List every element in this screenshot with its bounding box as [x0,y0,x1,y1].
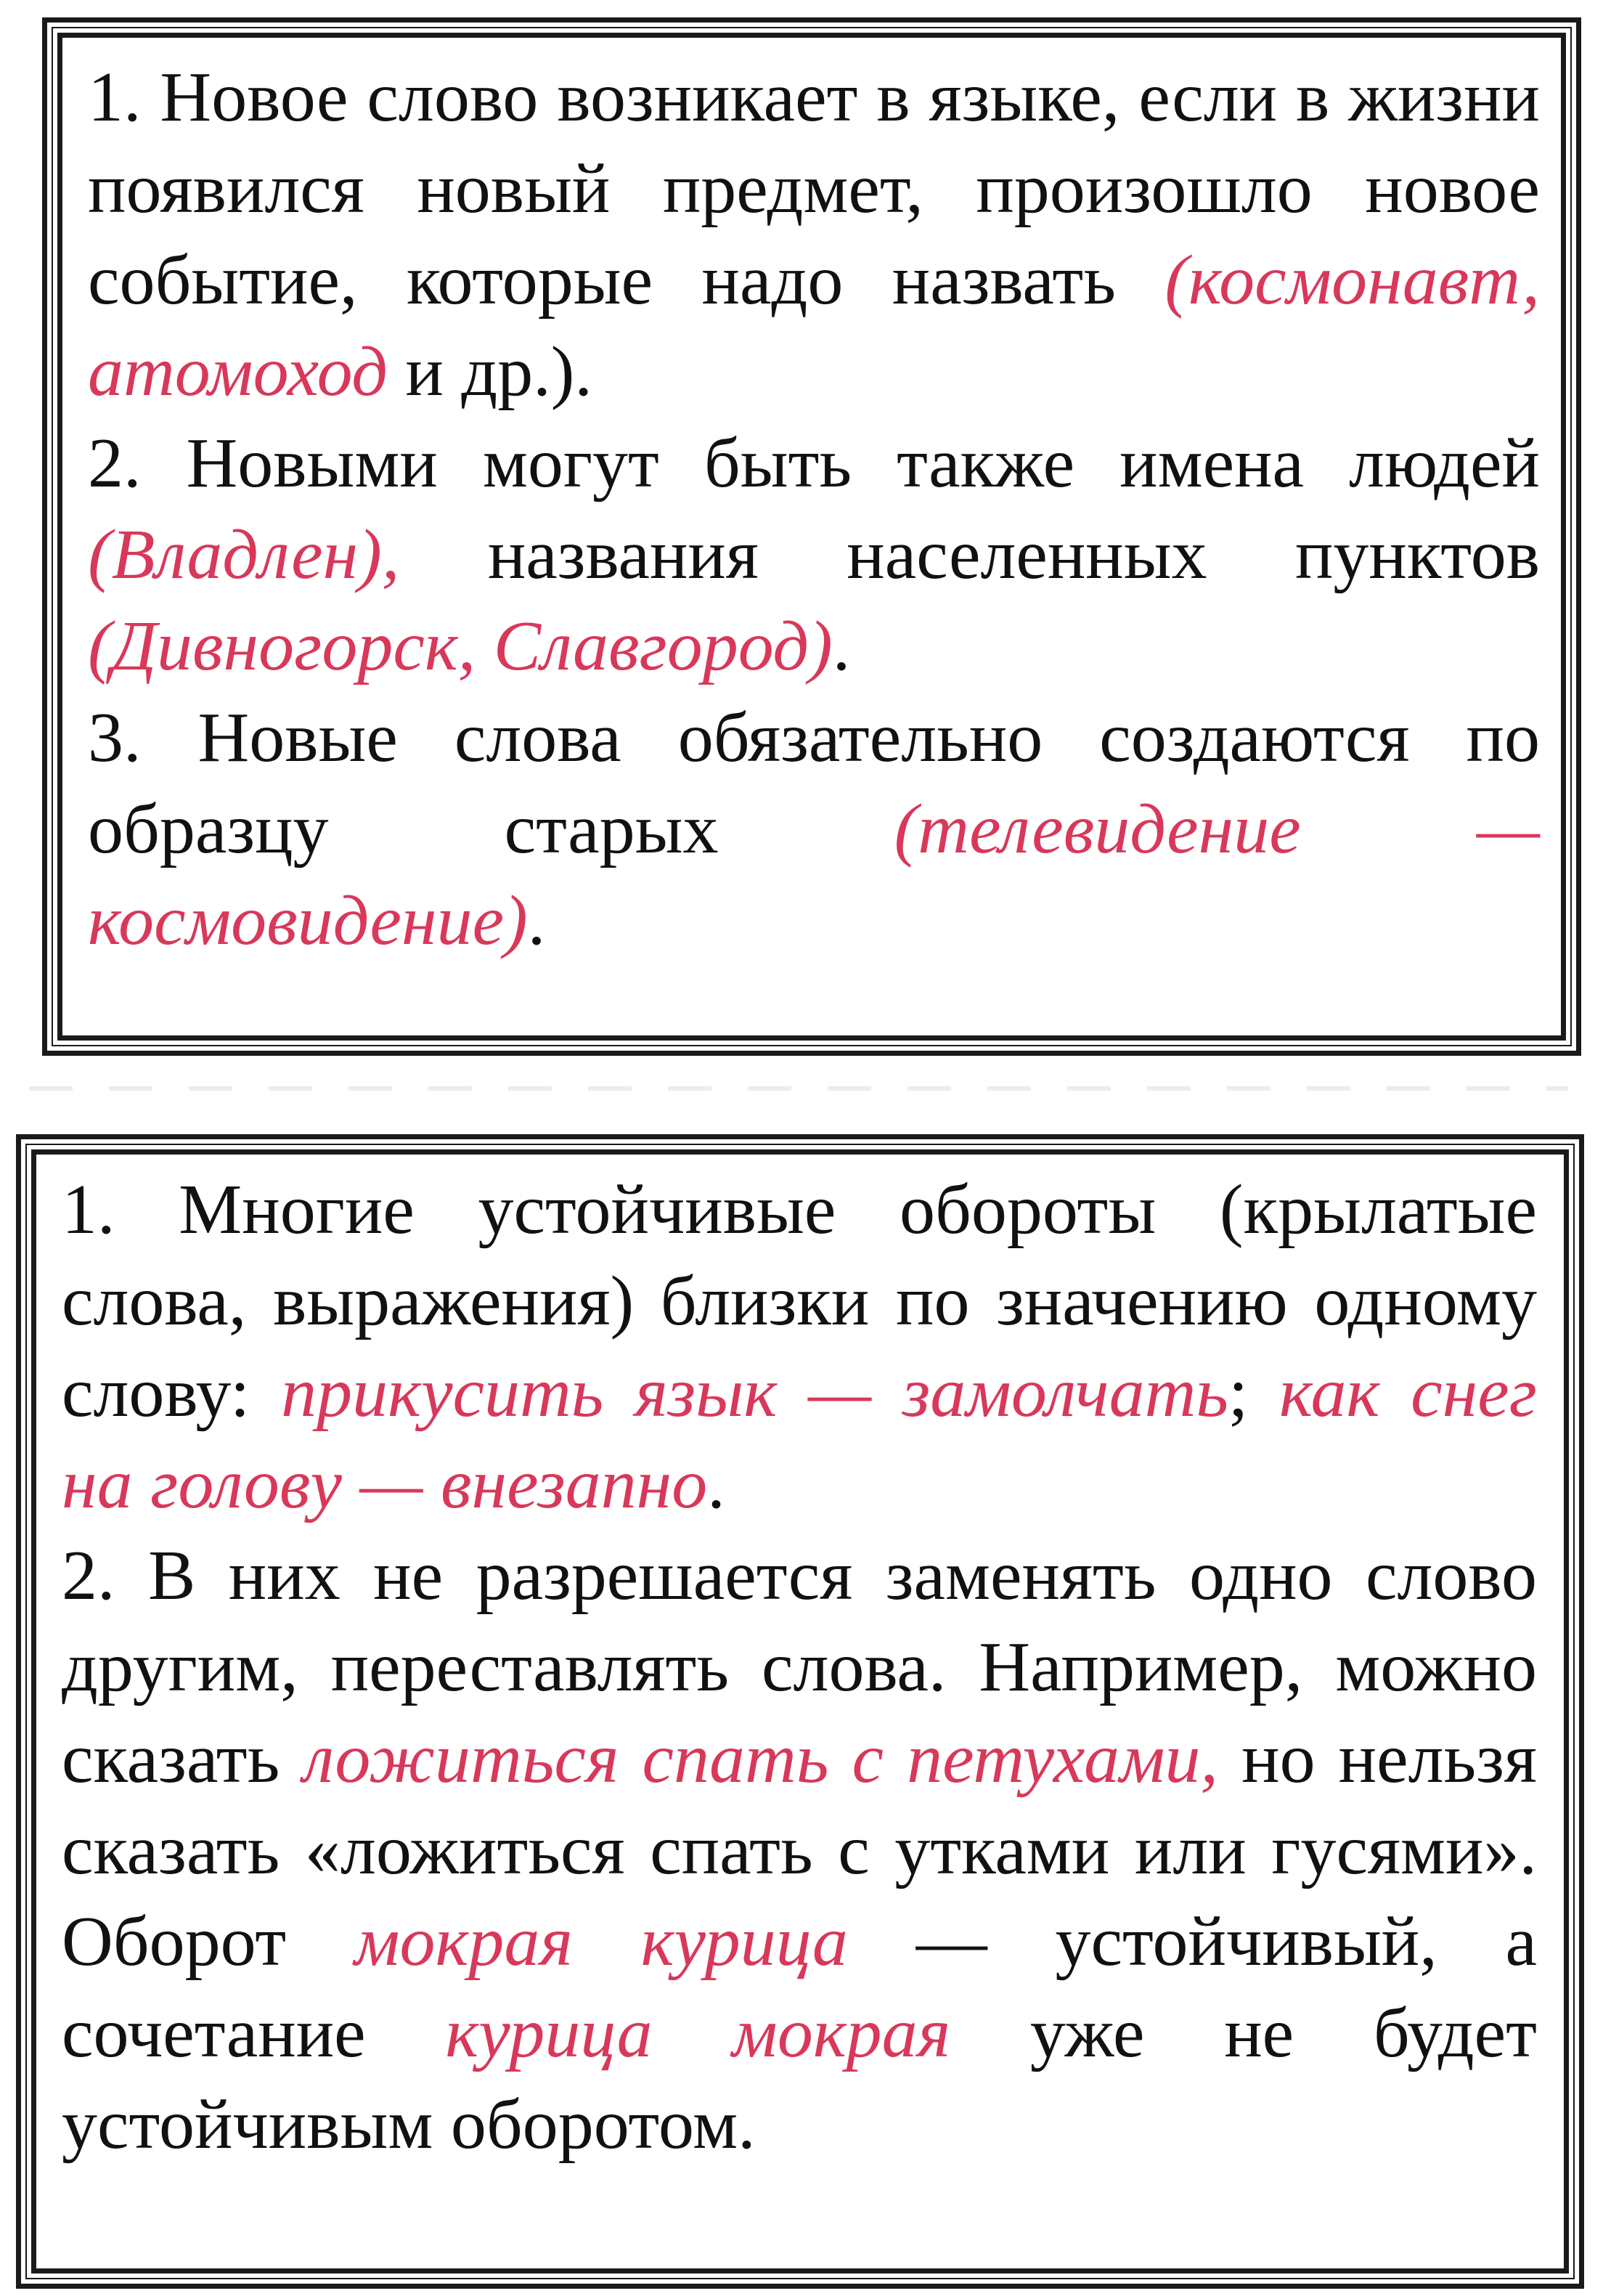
example-idiom-1: прикусить язык — замолчать [281,1353,1228,1432]
card-text [88,52,1540,966]
example-phrase: курица мокрая [445,1994,951,2072]
example-idiom-3: ложиться спать с петухами, [303,1719,1219,1798]
rule-1: 1. Новое слово возникает в языке, если в жизни появился новый предмет, произошло новое событие, которые надо назвать (космонавт, атомоход и др.). [88,58,1540,411]
example-idiom-2: как снег на голову — внезапно [62,1353,1537,1523]
rule-2: 2. В них не разрешается заменять одно слово другим, переставлять слова. Например, можно сказать ложиться спать с петухами, но нельзя сказать «ложиться спать с утками или гусями». Оборот мокрая курица — устойчивый, а сочетание курица мокрая уже не будет устойчивым оборотом. [62,1536,1538,2164]
card-text [62,1164,1537,2170]
example-name: (Владлен), [88,516,400,594]
card-idioms [16,1134,1584,2289]
rule-3: 3. Новые слова обязательно создаются по образцу старых (телевидение — космовидениe). [88,699,1540,960]
card-new-words [42,17,1581,1056]
scan-divider [29,1086,1568,1091]
rule-2: 2. Новыми могут быть также имена людей (Владлен), названия населенных пунктов (Дивногорск, Славгород). [88,424,1540,685]
example-words: (космонавт, атомоход [88,241,1540,411]
rule-1: 1. Многие устойчивые обороты (крылатые слова, выражения) близки по значению одному слову: прикусить язык — замолчать; как снег на голову — внезапно. [62,1171,1537,1523]
example-idiom-4: мокрая курица [354,1902,848,1981]
example-towns: (Дивногорск, Славгород) [88,607,833,685]
example-pattern: (телевидение — космовидениe) [88,790,1540,960]
